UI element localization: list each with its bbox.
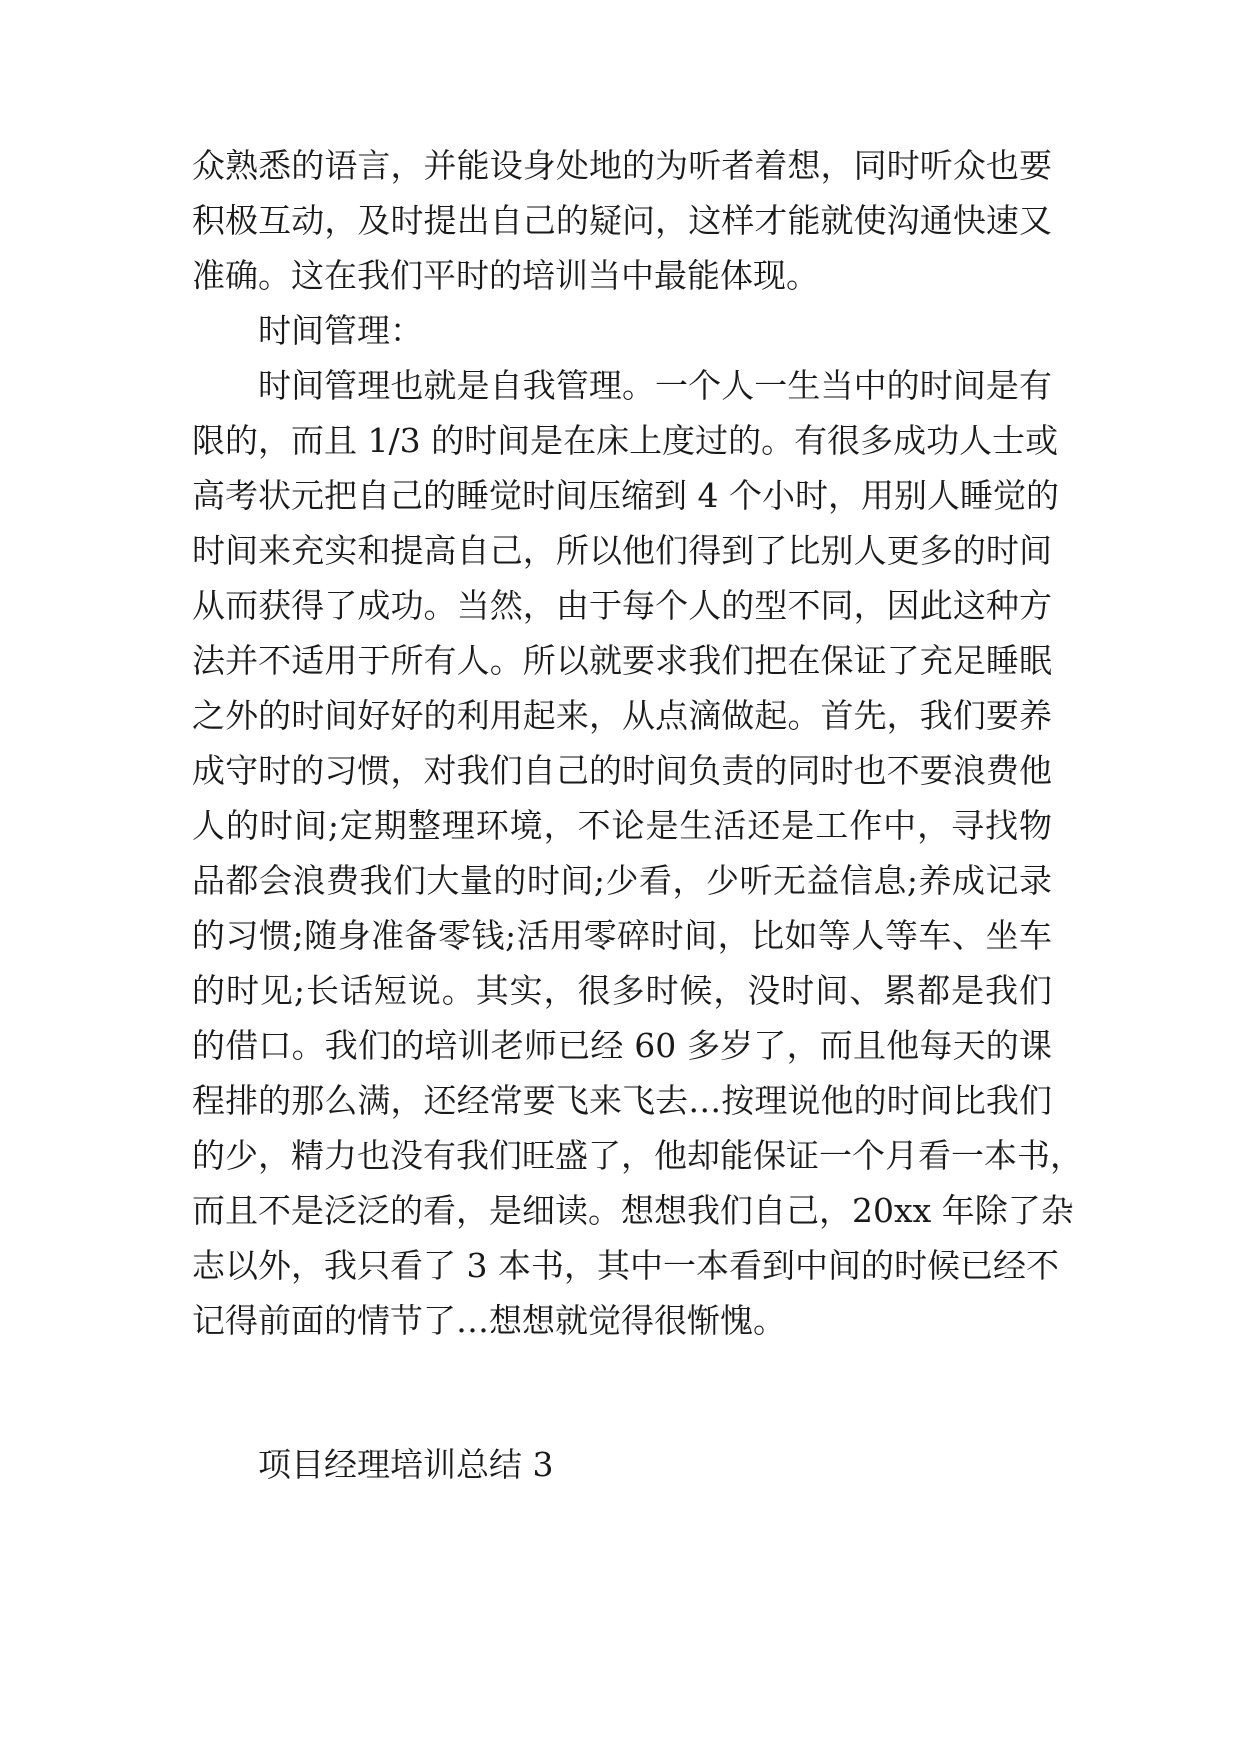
paragraph-2-line-16: 而且不是泛泛的看，是细读。想想我们自己，20xx 年除了杂	[192, 1191, 1074, 1230]
paragraph-1-line-2: 积极互动，及时提出自己的疑问，这样才能就使沟通快速又	[192, 201, 1052, 240]
paragraph-2-line-11: 的习惯;随身准备零钱;活用零碎时间，比如等人等车、坐车	[192, 916, 1052, 955]
paragraph-2-line-3: 高考状元把自己的睡觉时间压缩到 4 个小时，用别人睡觉的	[192, 476, 1059, 515]
paragraph-1-line-3: 准确。这在我们平时的培训当中最能体现。	[192, 256, 819, 295]
paragraph-2-line-17: 志以外，我只看了 3 本书，其中一本看到中间的时候已经不	[192, 1246, 1059, 1285]
paragraph-2-line-4: 时间来充实和提高自己，所以他们得到了比别人更多的时间	[192, 531, 1052, 570]
paragraph-2-line-9: 人的时间;定期整理环境，不论是生活还是工作中，寻找物	[192, 806, 1052, 845]
paragraph-2-line-14: 程排的那么满，还经常要飞来飞去…按理说他的时间比我们	[192, 1081, 1052, 1120]
paragraph-2-line-1: 时间管理也就是自我管理。一个人一生当中的时间是有	[258, 366, 1052, 405]
paragraph-2-line-18: 记得前面的情节了…想想就觉得很惭愧。	[192, 1301, 786, 1340]
paragraph-2-line-10: 品都会浪费我们大量的时间;少看，少听无益信息;养成记录	[192, 861, 1052, 900]
paragraph-2-line-8: 成守时的习惯，对我们自己的时间负责的同时也不要浪费他	[192, 751, 1052, 790]
paragraph-2-line-5: 从而获得了成功。当然，由于每个人的型不同，因此这种方	[192, 586, 1052, 625]
paragraph-2-line-7: 之外的时间好好的利用起来，从点滴做起。首先，我们要养	[192, 696, 1052, 735]
paragraph-1-line-1: 众熟悉的语言，并能设身处地的为听者着想，同时听众也要	[192, 146, 1052, 185]
paragraph-2-line-13: 的借口。我们的培训老师已经 60 多岁了，而且他每天的课	[192, 1026, 1052, 1065]
paragraph-2-line-6: 法并不适用于所有人。所以就要求我们把在保证了充足睡眠	[192, 641, 1052, 680]
paragraph-2-line-2: 限的，而且 1/3 的时间是在床上度过的。有很多成功人士或	[192, 421, 1059, 460]
section-label: 时间管理：	[258, 311, 423, 350]
paragraph-2-line-15: 的少，精力也没有我们旺盛了，他却能保证一个月看一本书，	[192, 1136, 1083, 1175]
next-section-heading: 项目经理培训总结 3	[258, 1445, 554, 1484]
paragraph-2-line-12: 的时见;长话短说。其实，很多时候，没时间、累都是我们	[192, 971, 1052, 1010]
